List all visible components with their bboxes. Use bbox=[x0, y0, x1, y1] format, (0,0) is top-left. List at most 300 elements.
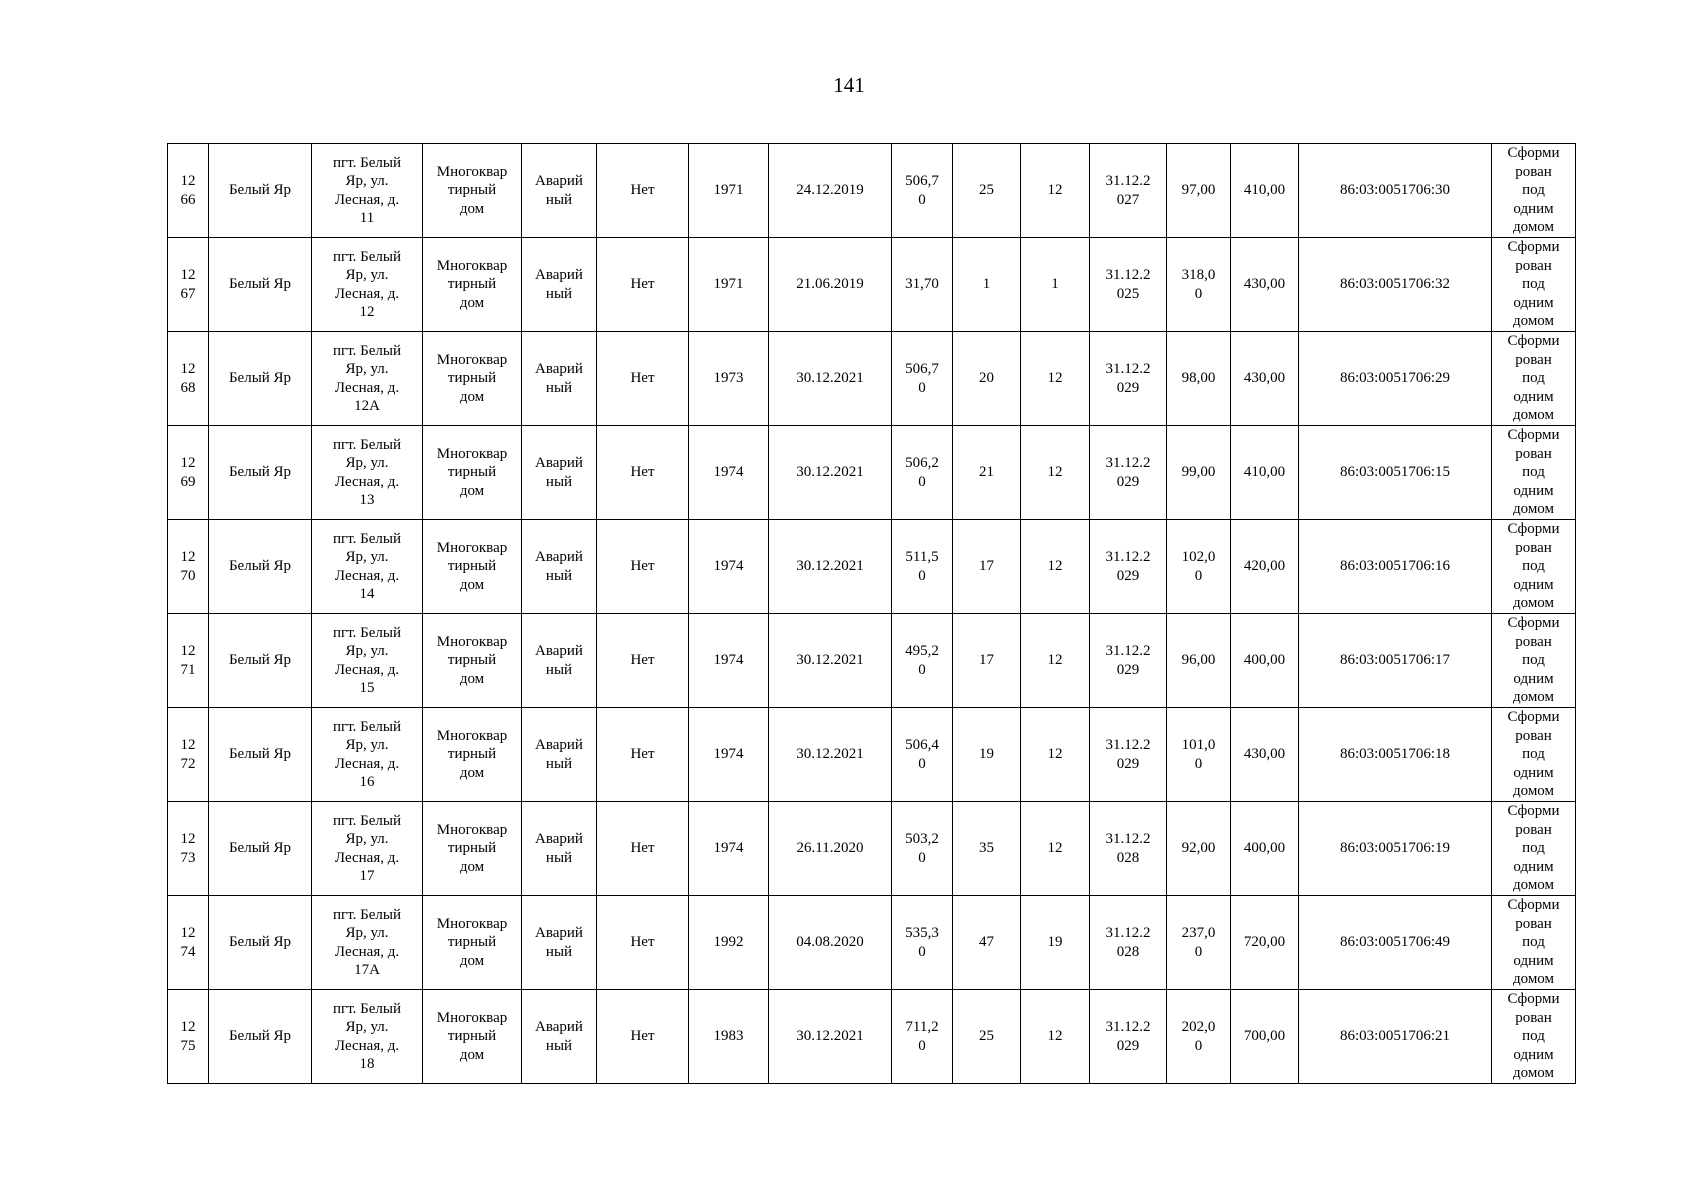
build-year-cell-text: 1974 bbox=[713, 558, 744, 575]
building-type-cell bbox=[423, 990, 522, 1084]
residents-cell bbox=[953, 614, 1021, 708]
value-cell-text: 318,0 0 bbox=[1181, 267, 1216, 302]
residents-cell bbox=[953, 520, 1021, 614]
flats-cell bbox=[1021, 802, 1090, 896]
building-type-cell-text: Многоквар тирный дом bbox=[436, 163, 508, 217]
area-cell-text: 506,7 0 bbox=[905, 173, 939, 208]
area-cell bbox=[892, 990, 953, 1084]
table-row bbox=[168, 238, 1576, 332]
flats-cell bbox=[1021, 520, 1090, 614]
flag-cell bbox=[597, 144, 689, 238]
building-type-cell-text: Многоквар тирный дом bbox=[436, 633, 508, 687]
land-plot-status-cell bbox=[1492, 332, 1576, 426]
building-type-cell-text: Многоквар тирный дом bbox=[436, 445, 508, 499]
row-number-cell-text: 12 74 bbox=[180, 925, 196, 960]
build-year-cell-text: 1971 bbox=[713, 182, 744, 199]
row-number-cell-text: 12 67 bbox=[180, 267, 196, 302]
address-cell bbox=[312, 426, 423, 520]
residents-cell-text: 21 bbox=[979, 464, 994, 481]
land-plot-status-cell-text: Сформи рован под одним домом bbox=[1507, 615, 1560, 706]
condition-cell bbox=[522, 802, 597, 896]
address-cell bbox=[312, 990, 423, 1084]
flats-cell bbox=[1021, 144, 1090, 238]
row-number-cell bbox=[168, 990, 209, 1084]
locality-cell-text: Белый Яр bbox=[228, 370, 292, 387]
planned-date-cell bbox=[1090, 520, 1167, 614]
value-cell-text: 92,00 bbox=[1181, 840, 1216, 857]
flats-cell-text: 12 bbox=[1047, 182, 1063, 199]
row-number-cell bbox=[168, 614, 209, 708]
value-cell-text: 237,0 0 bbox=[1181, 925, 1216, 960]
land-plot-status-cell-text: Сформи рован под одним домом bbox=[1507, 897, 1560, 988]
flats-cell-text: 12 bbox=[1047, 370, 1063, 387]
building-type-cell-text: Многоквар тирный дом bbox=[436, 821, 508, 875]
row-number-cell bbox=[168, 802, 209, 896]
build-year-cell bbox=[689, 614, 769, 708]
locality-cell bbox=[209, 332, 312, 426]
address-cell bbox=[312, 520, 423, 614]
locality-cell-text: Белый Яр bbox=[228, 182, 292, 199]
locality-cell-text: Белый Яр bbox=[228, 1028, 292, 1045]
table-row bbox=[168, 426, 1576, 520]
recognition-date-cell bbox=[769, 426, 892, 520]
locality-cell bbox=[209, 990, 312, 1084]
condition-cell bbox=[522, 426, 597, 520]
flag-cell-text: Нет bbox=[630, 1028, 655, 1045]
residents-cell-text: 17 bbox=[979, 652, 994, 669]
recognition-date-cell bbox=[769, 144, 892, 238]
locality-cell-text: Белый Яр bbox=[228, 464, 292, 481]
cadastral-number-cell-text: 86:03:0051706:17 bbox=[1339, 652, 1450, 669]
flats-cell-text: 12 bbox=[1047, 652, 1063, 669]
residents-cell-text: 47 bbox=[979, 934, 994, 951]
build-year-cell-text: 1974 bbox=[713, 746, 744, 763]
building-type-cell-text: Многоквар тирный дом bbox=[436, 351, 508, 405]
value-cell bbox=[1167, 708, 1231, 802]
land-plot-status-cell bbox=[1492, 802, 1576, 896]
page-number: 141 bbox=[833, 73, 865, 97]
value-cell-text: 400,00 bbox=[1243, 840, 1286, 857]
flag-cell bbox=[597, 802, 689, 896]
locality-cell-text: Белый Яр bbox=[228, 276, 292, 293]
flag-cell-text: Нет bbox=[630, 370, 655, 387]
area-cell-text: 506,7 0 bbox=[905, 361, 939, 396]
residents-cell-text: 1 bbox=[982, 276, 991, 293]
planned-date-cell-text: 31.12.2 028 bbox=[1105, 925, 1151, 960]
value-cell bbox=[1231, 990, 1299, 1084]
planned-date-cell-text: 31.12.2 029 bbox=[1105, 1019, 1151, 1054]
building-type-cell bbox=[423, 332, 522, 426]
area-cell-text: 495,2 0 bbox=[905, 643, 939, 678]
row-number-cell bbox=[168, 238, 209, 332]
recognition-date-cell-text: 30.12.2021 bbox=[796, 558, 864, 575]
area-cell-text: 511,5 0 bbox=[905, 549, 939, 584]
cadastral-number-cell bbox=[1299, 708, 1492, 802]
build-year-cell bbox=[689, 708, 769, 802]
land-plot-status-cell bbox=[1492, 426, 1576, 520]
building-type-cell-text: Многоквар тирный дом bbox=[436, 539, 508, 593]
table-row bbox=[168, 614, 1576, 708]
value-cell bbox=[1167, 802, 1231, 896]
recognition-date-cell bbox=[769, 332, 892, 426]
area-cell bbox=[892, 520, 953, 614]
planned-date-cell bbox=[1090, 990, 1167, 1084]
recognition-date-cell bbox=[769, 708, 892, 802]
recognition-date-cell bbox=[769, 520, 892, 614]
value-cell bbox=[1231, 144, 1299, 238]
build-year-cell bbox=[689, 520, 769, 614]
planned-date-cell bbox=[1090, 238, 1167, 332]
building-type-cell-text: Многоквар тирный дом bbox=[436, 915, 508, 969]
land-plot-status-cell-text: Сформи рован под одним домом bbox=[1507, 521, 1560, 612]
address-cell-text: пгт. Белый Яр, ул. Лесная, д. 17 bbox=[333, 812, 401, 884]
land-plot-status-cell bbox=[1492, 896, 1576, 990]
flag-cell-text: Нет bbox=[630, 934, 655, 951]
condition-cell-text: Аварий ный bbox=[535, 643, 583, 678]
land-plot-status-cell-text: Сформи рован под одним домом bbox=[1507, 803, 1560, 894]
cadastral-number-cell-text: 86:03:0051706:19 bbox=[1339, 840, 1450, 857]
recognition-date-cell bbox=[769, 802, 892, 896]
flag-cell bbox=[597, 990, 689, 1084]
cadastral-number-cell bbox=[1299, 520, 1492, 614]
land-plot-status-cell-text: Сформи рован под одним домом bbox=[1507, 427, 1560, 518]
value-cell bbox=[1231, 896, 1299, 990]
value-cell bbox=[1167, 990, 1231, 1084]
flats-cell-text: 12 bbox=[1047, 558, 1063, 575]
value-cell bbox=[1231, 332, 1299, 426]
condition-cell bbox=[522, 238, 597, 332]
locality-cell-text: Белый Яр bbox=[228, 558, 292, 575]
recognition-date-cell bbox=[769, 990, 892, 1084]
value-cell-text: 202,0 0 bbox=[1181, 1019, 1216, 1054]
building-type-cell bbox=[423, 802, 522, 896]
planned-date-cell-text: 31.12.2 029 bbox=[1105, 737, 1151, 772]
area-cell bbox=[892, 614, 953, 708]
residents-cell bbox=[953, 238, 1021, 332]
cadastral-number-cell bbox=[1299, 238, 1492, 332]
cadastral-number-cell-text: 86:03:0051706:29 bbox=[1339, 370, 1450, 387]
planned-date-cell bbox=[1090, 802, 1167, 896]
value-cell bbox=[1167, 520, 1231, 614]
area-cell-text: 506,2 0 bbox=[905, 455, 939, 490]
address-cell-text: пгт. Белый Яр, ул. Лесная, д. 12 bbox=[333, 248, 401, 320]
locality-cell-text: Белый Яр bbox=[228, 840, 292, 857]
locality-cell-text: Белый Яр bbox=[228, 934, 292, 951]
planned-date-cell-text: 31.12.2 028 bbox=[1105, 831, 1151, 866]
locality-cell-text: Белый Яр bbox=[228, 746, 292, 763]
building-type-cell-text: Многоквар тирный дом bbox=[436, 257, 508, 311]
address-cell bbox=[312, 238, 423, 332]
value-cell-text: 99,00 bbox=[1181, 464, 1216, 481]
row-number-cell-text: 12 69 bbox=[180, 455, 196, 490]
flag-cell-text: Нет bbox=[630, 182, 655, 199]
build-year-cell-text: 1992 bbox=[713, 934, 744, 951]
planned-date-cell-text: 31.12.2 029 bbox=[1105, 361, 1151, 396]
building-type-cell-text: Многоквар тирный дом bbox=[436, 727, 508, 781]
condition-cell bbox=[522, 332, 597, 426]
planned-date-cell-text: 31.12.2 027 bbox=[1105, 173, 1151, 208]
build-year-cell bbox=[689, 990, 769, 1084]
value-cell bbox=[1231, 238, 1299, 332]
condition-cell-text: Аварий ный bbox=[535, 737, 583, 772]
row-number-cell bbox=[168, 332, 209, 426]
condition-cell-text: Аварий ный bbox=[535, 267, 583, 302]
flats-cell-text: 19 bbox=[1047, 934, 1063, 951]
flag-cell-text: Нет bbox=[630, 652, 655, 669]
locality-cell bbox=[209, 238, 312, 332]
build-year-cell-text: 1971 bbox=[713, 276, 744, 293]
value-cell bbox=[1167, 426, 1231, 520]
flats-cell-text: 1 bbox=[1051, 276, 1059, 293]
flag-cell-text: Нет bbox=[630, 746, 655, 763]
residents-cell bbox=[953, 426, 1021, 520]
area-cell-text: 503,2 0 bbox=[905, 831, 939, 866]
area-cell-text: 506,4 0 bbox=[905, 737, 939, 772]
area-cell-text: 31,70 bbox=[905, 276, 939, 293]
value-cell-text: 97,00 bbox=[1181, 182, 1216, 199]
row-number-cell bbox=[168, 426, 209, 520]
condition-cell-text: Аварий ный bbox=[535, 455, 583, 490]
building-type-cell-text: Многоквар тирный дом bbox=[436, 1009, 508, 1063]
table-row bbox=[168, 708, 1576, 802]
planned-date-cell-text: 31.12.2 029 bbox=[1105, 455, 1151, 490]
address-cell bbox=[312, 708, 423, 802]
cadastral-number-cell bbox=[1299, 426, 1492, 520]
planned-date-cell-text: 31.12.2 029 bbox=[1105, 643, 1151, 678]
condition-cell bbox=[522, 896, 597, 990]
recognition-date-cell bbox=[769, 238, 892, 332]
condition-cell-text: Аварий ный bbox=[535, 925, 583, 960]
value-cell bbox=[1167, 896, 1231, 990]
land-plot-status-cell bbox=[1492, 144, 1576, 238]
value-cell bbox=[1231, 614, 1299, 708]
planned-date-cell bbox=[1090, 144, 1167, 238]
residents-cell-text: 25 bbox=[979, 1028, 994, 1045]
land-plot-status-cell bbox=[1492, 238, 1576, 332]
building-type-cell bbox=[423, 708, 522, 802]
residents-cell bbox=[953, 896, 1021, 990]
residents-cell-text: 25 bbox=[979, 182, 994, 199]
area-cell-text: 711,2 0 bbox=[905, 1019, 939, 1054]
planned-date-cell-text: 31.12.2 029 bbox=[1105, 549, 1151, 584]
planned-date-cell bbox=[1090, 614, 1167, 708]
area-cell bbox=[892, 144, 953, 238]
value-cell-text: 430,00 bbox=[1243, 276, 1286, 293]
planned-date-cell bbox=[1090, 896, 1167, 990]
value-cell bbox=[1231, 802, 1299, 896]
planned-date-cell bbox=[1090, 332, 1167, 426]
table-row bbox=[168, 520, 1576, 614]
address-cell-text: пгт. Белый Яр, ул. Лесная, д. 15 bbox=[333, 624, 401, 696]
row-number-cell bbox=[168, 708, 209, 802]
cadastral-number-cell-text: 86:03:0051706:15 bbox=[1339, 464, 1450, 481]
flats-cell bbox=[1021, 990, 1090, 1084]
cadastral-number-cell-text: 86:03:0051706:16 bbox=[1339, 558, 1450, 575]
value-cell-text: 101,0 0 bbox=[1181, 737, 1216, 772]
build-year-cell-text: 1973 bbox=[713, 370, 744, 387]
value-cell bbox=[1167, 332, 1231, 426]
address-cell-text: пгт. Белый Яр, ул. Лесная, д. 11 bbox=[333, 154, 401, 226]
planned-date-cell bbox=[1090, 708, 1167, 802]
address-cell bbox=[312, 144, 423, 238]
value-cell bbox=[1167, 238, 1231, 332]
residents-cell-text: 19 bbox=[979, 746, 994, 763]
row-number-cell-text: 12 70 bbox=[180, 549, 196, 584]
build-year-cell bbox=[689, 144, 769, 238]
locality-cell bbox=[209, 708, 312, 802]
condition-cell-text: Аварий ный bbox=[535, 173, 583, 208]
building-type-cell bbox=[423, 896, 522, 990]
row-number-cell-text: 12 68 bbox=[180, 361, 196, 396]
flats-cell bbox=[1021, 708, 1090, 802]
building-type-cell bbox=[423, 144, 522, 238]
residents-cell bbox=[953, 708, 1021, 802]
recognition-date-cell bbox=[769, 614, 892, 708]
land-plot-status-cell bbox=[1492, 520, 1576, 614]
flats-cell-text: 12 bbox=[1047, 746, 1063, 763]
table-row bbox=[168, 332, 1576, 426]
recognition-date-cell-text: 30.12.2021 bbox=[796, 652, 864, 669]
flats-cell bbox=[1021, 426, 1090, 520]
value-cell-text: 700,00 bbox=[1243, 1028, 1286, 1045]
residents-cell-text: 20 bbox=[979, 370, 994, 387]
row-number-cell-text: 12 73 bbox=[180, 831, 196, 866]
recognition-date-cell-text: 24.12.2019 bbox=[796, 182, 864, 199]
residents-cell bbox=[953, 990, 1021, 1084]
flats-cell bbox=[1021, 238, 1090, 332]
area-cell bbox=[892, 426, 953, 520]
land-plot-status-cell-text: Сформи рован под одним домом bbox=[1507, 239, 1560, 330]
cadastral-number-cell-text: 86:03:0051706:32 bbox=[1339, 276, 1450, 293]
building-type-cell bbox=[423, 426, 522, 520]
row-number-cell-text: 12 75 bbox=[180, 1019, 196, 1054]
recognition-date-cell-text: 30.12.2021 bbox=[796, 464, 864, 481]
recognition-date-cell bbox=[769, 896, 892, 990]
land-plot-status-cell-text: Сформи рован под одним домом bbox=[1507, 145, 1560, 236]
flats-cell-text: 12 bbox=[1047, 464, 1063, 481]
residents-cell bbox=[953, 332, 1021, 426]
land-plot-status-cell-text: Сформи рован под одним домом bbox=[1507, 991, 1560, 1082]
value-cell-text: 420,00 bbox=[1243, 558, 1286, 575]
planned-date-cell bbox=[1090, 426, 1167, 520]
value-cell-text: 410,00 bbox=[1243, 182, 1286, 199]
address-cell-text: пгт. Белый Яр, ул. Лесная, д. 17А bbox=[333, 906, 401, 978]
build-year-cell bbox=[689, 896, 769, 990]
cadastral-number-cell bbox=[1299, 802, 1492, 896]
address-cell-text: пгт. Белый Яр, ул. Лесная, д. 12А bbox=[333, 342, 401, 414]
area-cell bbox=[892, 708, 953, 802]
build-year-cell-text: 1974 bbox=[713, 652, 744, 669]
recognition-date-cell-text: 26.11.2020 bbox=[796, 840, 864, 857]
value-cell-text: 96,00 bbox=[1181, 652, 1216, 669]
condition-cell-text: Аварий ный bbox=[535, 549, 583, 584]
housing-registry-table bbox=[167, 143, 1576, 1084]
recognition-date-cell-text: 30.12.2021 bbox=[796, 1028, 864, 1045]
recognition-date-cell-text: 21.06.2019 bbox=[796, 276, 864, 293]
cadastral-number-cell bbox=[1299, 332, 1492, 426]
cadastral-number-cell bbox=[1299, 144, 1492, 238]
flag-cell bbox=[597, 238, 689, 332]
locality-cell bbox=[209, 896, 312, 990]
flats-cell bbox=[1021, 896, 1090, 990]
flats-cell-text: 12 bbox=[1047, 840, 1063, 857]
flats-cell-text: 12 bbox=[1047, 1028, 1063, 1045]
land-plot-status-cell bbox=[1492, 708, 1576, 802]
table-row bbox=[168, 990, 1576, 1084]
flag-cell bbox=[597, 426, 689, 520]
land-plot-status-cell-text: Сформи рован под одним домом bbox=[1507, 333, 1560, 424]
flats-cell bbox=[1021, 614, 1090, 708]
table-row bbox=[168, 802, 1576, 896]
locality-cell bbox=[209, 802, 312, 896]
condition-cell bbox=[522, 614, 597, 708]
address-cell-text: пгт. Белый Яр, ул. Лесная, д. 13 bbox=[333, 436, 401, 508]
locality-cell bbox=[209, 614, 312, 708]
flag-cell bbox=[597, 332, 689, 426]
cadastral-number-cell bbox=[1299, 896, 1492, 990]
row-number-cell-text: 12 72 bbox=[180, 737, 196, 772]
condition-cell bbox=[522, 990, 597, 1084]
cadastral-number-cell-text: 86:03:0051706:49 bbox=[1339, 934, 1450, 951]
condition-cell-text: Аварий ный bbox=[535, 831, 583, 866]
table-body bbox=[168, 144, 1576, 1084]
cadastral-number-cell bbox=[1299, 990, 1492, 1084]
recognition-date-cell-text: 30.12.2021 bbox=[796, 370, 864, 387]
build-year-cell bbox=[689, 238, 769, 332]
area-cell-text: 535,3 0 bbox=[905, 925, 939, 960]
recognition-date-cell-text: 04.08.2020 bbox=[796, 934, 864, 951]
build-year-cell bbox=[689, 802, 769, 896]
area-cell bbox=[892, 332, 953, 426]
flag-cell bbox=[597, 708, 689, 802]
flag-cell bbox=[597, 614, 689, 708]
residents-cell-text: 17 bbox=[979, 558, 994, 575]
cadastral-number-cell-text: 86:03:0051706:21 bbox=[1339, 1028, 1450, 1045]
build-year-cell-text: 1974 bbox=[713, 840, 744, 857]
flag-cell bbox=[597, 520, 689, 614]
build-year-cell-text: 1983 bbox=[713, 1028, 744, 1045]
locality-cell bbox=[209, 426, 312, 520]
locality-cell bbox=[209, 144, 312, 238]
residents-cell bbox=[953, 144, 1021, 238]
address-cell-text: пгт. Белый Яр, ул. Лесная, д. 18 bbox=[333, 1000, 401, 1072]
value-cell bbox=[1231, 520, 1299, 614]
condition-cell bbox=[522, 708, 597, 802]
flag-cell-text: Нет bbox=[630, 464, 655, 481]
address-cell-text: пгт. Белый Яр, ул. Лесная, д. 16 bbox=[333, 718, 401, 790]
value-cell-text: 720,00 bbox=[1243, 934, 1286, 951]
cadastral-number-cell-text: 86:03:0051706:18 bbox=[1339, 746, 1450, 763]
flag-cell-text: Нет bbox=[630, 276, 655, 293]
build-year-cell bbox=[689, 426, 769, 520]
condition-cell-text: Аварий ный bbox=[535, 1019, 583, 1054]
table-row bbox=[168, 896, 1576, 990]
condition-cell bbox=[522, 520, 597, 614]
area-cell bbox=[892, 238, 953, 332]
planned-date-cell-text: 31.12.2 025 bbox=[1105, 267, 1151, 302]
row-number-cell-text: 12 71 bbox=[180, 643, 196, 678]
residents-cell-text: 35 bbox=[979, 840, 994, 857]
value-cell-text: 98,00 bbox=[1181, 370, 1216, 387]
table-row bbox=[168, 144, 1576, 238]
address-cell-text: пгт. Белый Яр, ул. Лесная, д. 14 bbox=[333, 530, 401, 602]
land-plot-status-cell bbox=[1492, 614, 1576, 708]
address-cell bbox=[312, 896, 423, 990]
address-cell bbox=[312, 332, 423, 426]
recognition-date-cell-text: 30.12.2021 bbox=[796, 746, 864, 763]
locality-cell-text: Белый Яр bbox=[228, 652, 292, 669]
land-plot-status-cell-text: Сформи рован под одним домом bbox=[1507, 709, 1560, 800]
